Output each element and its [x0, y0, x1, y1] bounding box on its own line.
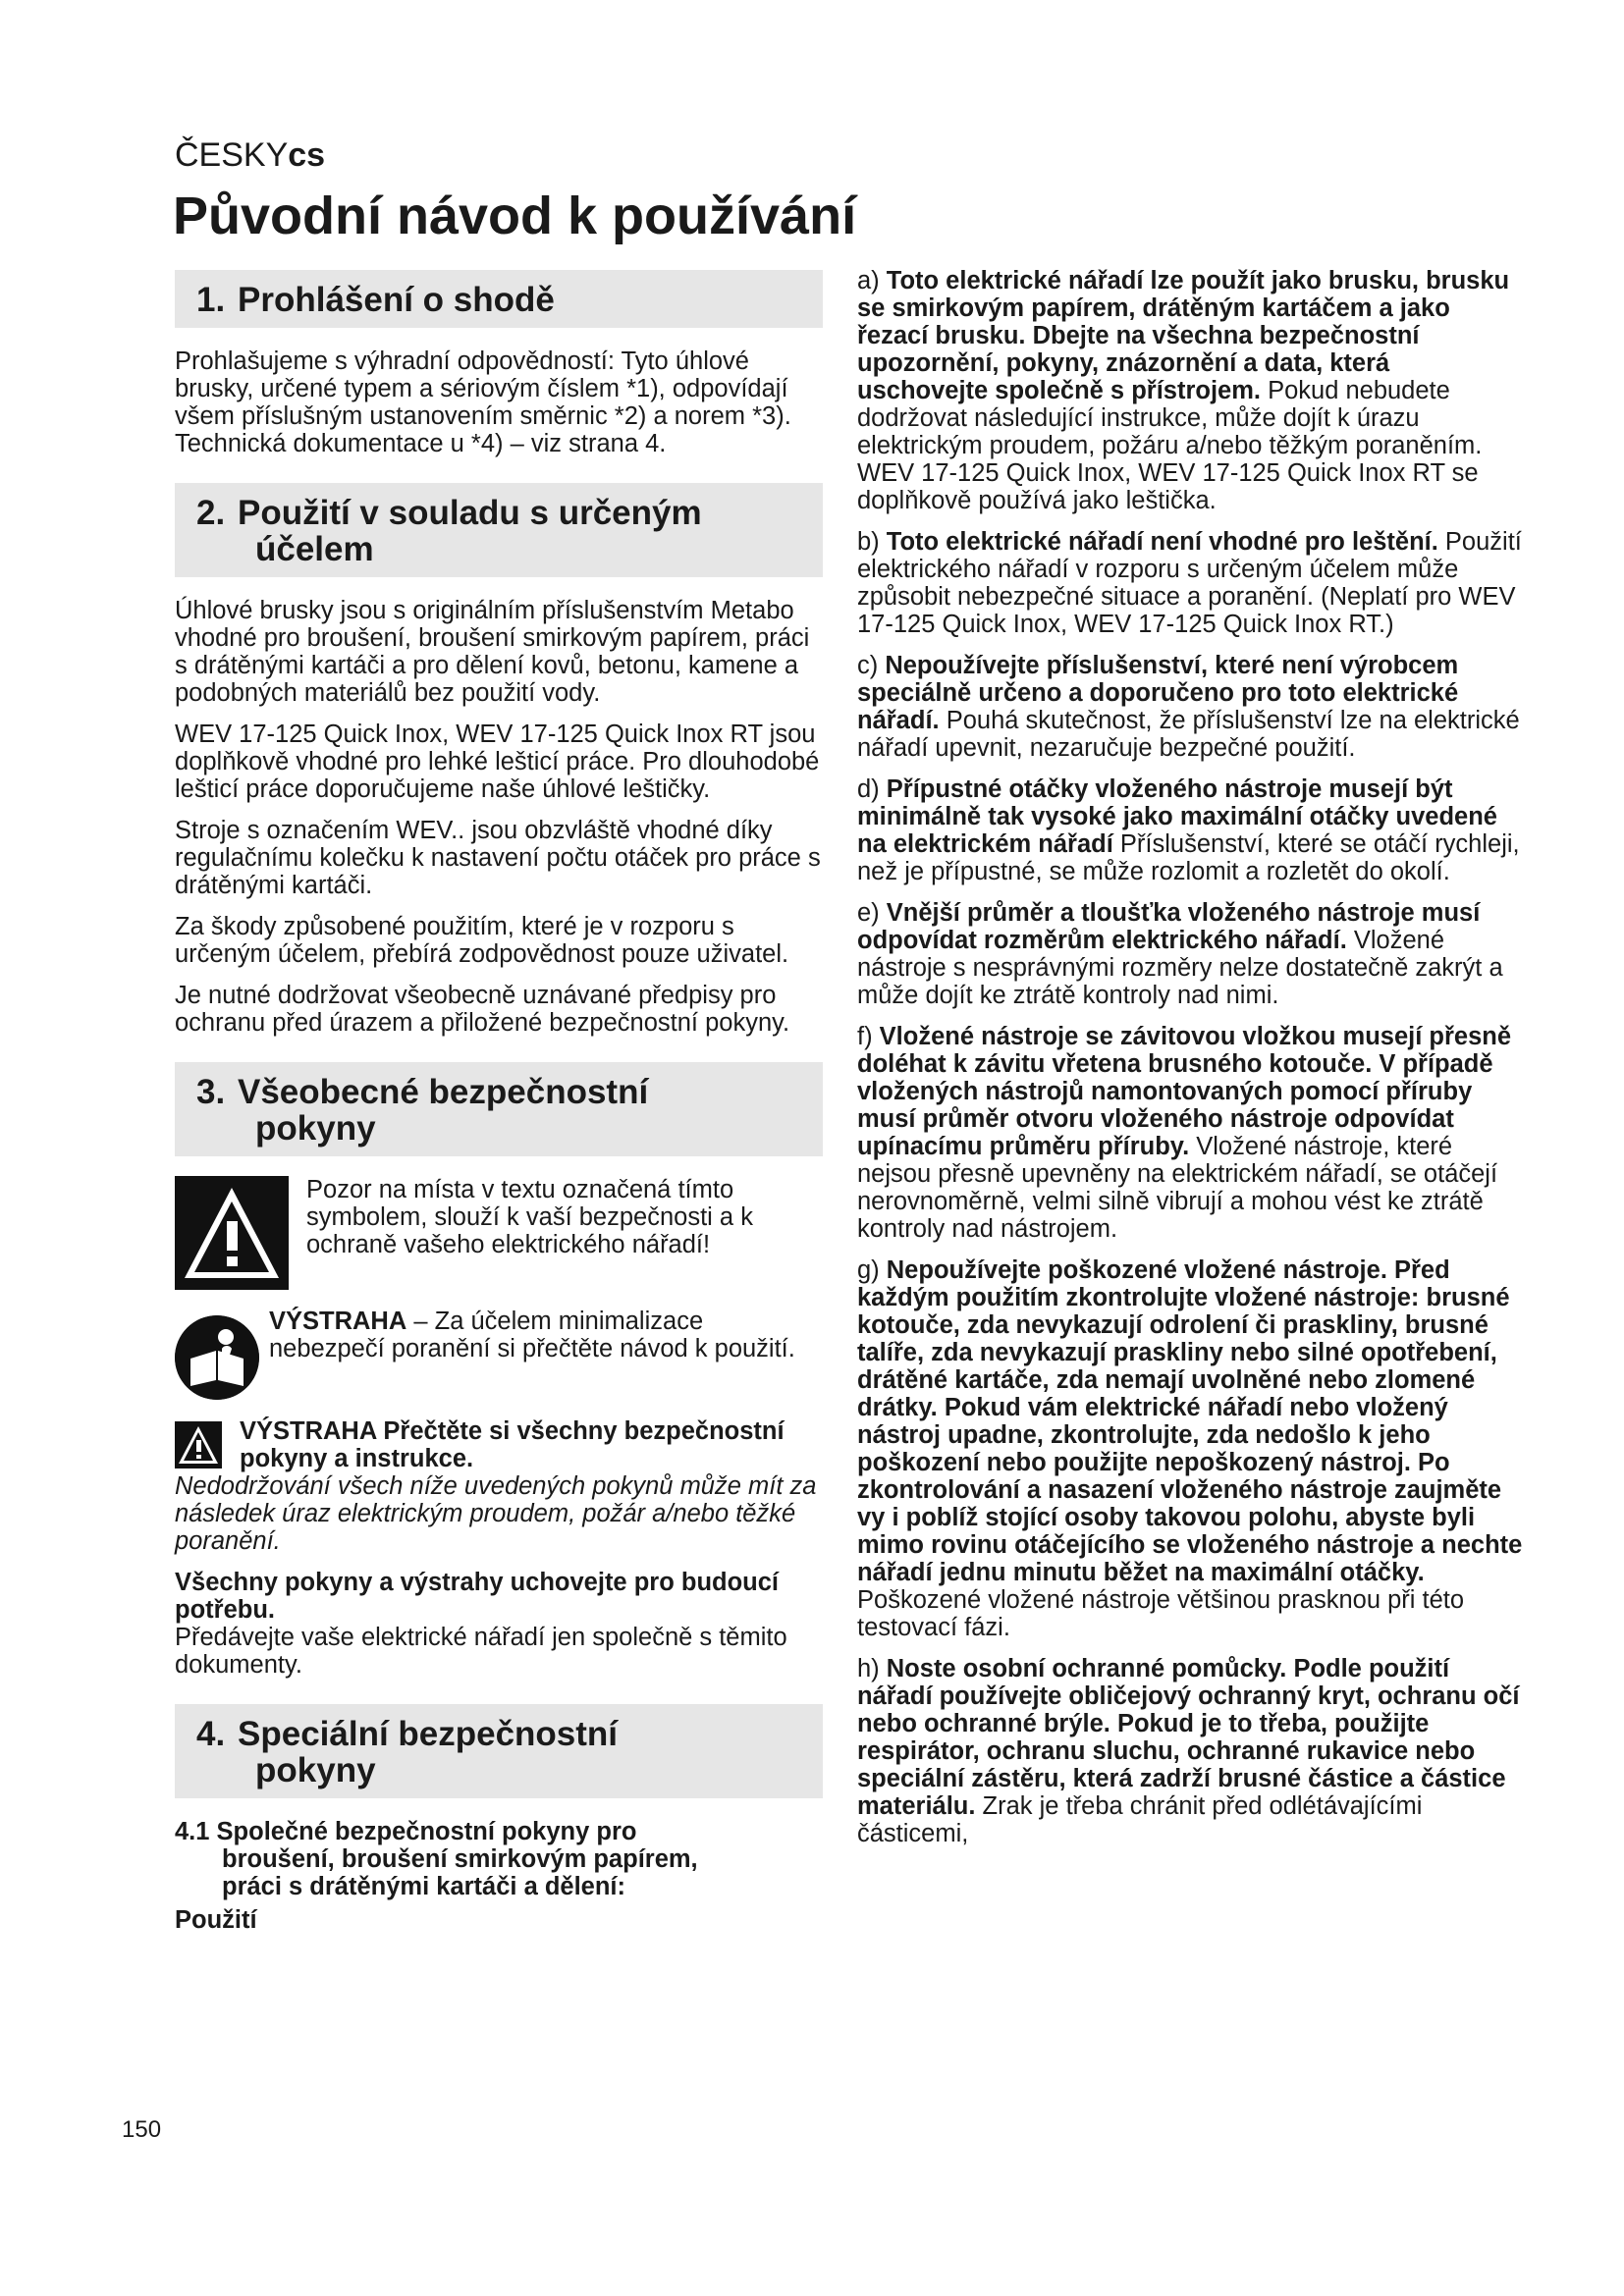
left-column [175, 270, 823, 1948]
section-2-paragraph: Úhlové brusky jsou s originálním příslušenstvím Metabo vhodné pro broušení, broušení smirkovým papírem, práci s drátěnými kartáči a pro dělení kovů, betonu, kamene a podobných materiálů bez použití vody. [175, 597, 810, 707]
subsection-4-1-heading: 4.1 Společné bezpečnostní pokyny pro broušení, broušení smirkovým papírem, práci s drátěnými kartáči a dělení: [175, 1818, 698, 1900]
warning-triangle-icon [175, 1421, 222, 1468]
instruction-item-d: d) Přípustné otáčky vloženého nástroje musejí být minimálně tak vysoké jako maximální otáčky uvedené na elektrickém nářadí Příslušenství, které se otáčí rychleji, než je přípustné, se může rozlomit a rozletět do okolí. [857, 775, 1520, 885]
keep-instructions-heading: Všechny pokyny a výstrahy uchovejte pro budoucí potřebu. [175, 1569, 780, 1624]
language-label [175, 135, 325, 175]
section-1-heading: 1. Prohlášení o shodě [175, 270, 823, 328]
read-manual-block [175, 1308, 823, 1402]
read-all-warning-text: VÝSTRAHA Přečtěte si všechny bezpečnostní pokyny a instrukce. [240, 1417, 785, 1472]
right-column [857, 267, 1527, 1861]
section-2-paragraph: Stroje s označením WEV.. jsou obzvláště vhodné díky regulačnímu kolečku k nastavení počtu otáček pro práce s drátěnými kartáči. [175, 817, 821, 899]
language-code: cs [288, 136, 326, 174]
instruction-item-b: b) Toto elektrické nářadí není vhodné pro leštění. Použití elektrického nářadí v rozporu s určeným účelem může způsobit nebezpečné situace a poranění. (Neplatí pro WEV 17-125 Quick Inox, WEV 17-125 Quick Inox RT.) [857, 528, 1522, 638]
section-2-paragraph: Za škody způsobené použitím, které je v rozporu s určeným účelem, přebírá zodpovědnost pouze uživatel. [175, 913, 789, 968]
section-2-heading: 2. Použití v souladu s určeným účelem [175, 483, 823, 577]
consequence-warning-text: Nedodržování všech níže uvedených pokynů může mít za následek úraz elektrickým proudem, požár a/nebo těžké poranění. [175, 1472, 817, 1555]
read-manual-icon [175, 1315, 259, 1400]
document-title: Původní návod k používání [173, 187, 857, 245]
section-3-heading: 3. Všeobecné bezpečnostní pokyny [175, 1062, 823, 1156]
warning-symbol-block [175, 1176, 823, 1286]
instruction-item-h: h) Noste osobní ochranné pomůcky. Podle použití nářadí používejte obličejový ochranný kryt, ochranu očí nebo ochranné brýle. Pokud je to třeba, použijte respirátor, ochranu sluchu, ochranné rukavice nebo speciální zástěru, která zadrží brusné částice a částice materiálu. Zrak je třeba chránit před odlétávajícími částicemi, [857, 1655, 1520, 1847]
instruction-item-e: e) Vnější průměr a tloušťka vloženého nástroje musí odpovídat rozměrům elektrického nářadí. Vložené nástroje s nesprávnými rozměry nelze dostatečně zakrýt a může dojít ke ztrátě kontroly nad nimi. [857, 899, 1503, 1009]
section-2-paragraph: WEV 17-125 Quick Inox, WEV 17-125 Quick Inox RT jsou doplňkově vhodné pro lehké lešticí práce. Pro dlouhodobé lešticí práce doporučujeme naše úhlové leštičky. [175, 721, 820, 803]
section-1-text: Prohlašujeme s výhradní odpovědností: Tyto úhlové brusky, určené typem a sériovým číslem *1), odpovídají všem příslušným ustanovením směrnic *2) a norem *3). Technická dokumentace u *4) – viz strana 4. [175, 347, 791, 457]
usage-heading: Použití [175, 1906, 257, 1934]
instruction-item-a: a) Toto elektrické nářadí lze použít jako brusku, brusku se smirkovým papírem, drátěným kartáčem a jako řezací brusku. Dbejte na všechna bezpečnostní upozornění, pokyny, znázornění a data, která uschovejte společně s přístrojem. Pokud nebudete dodržovat následující instrukce, může dojít k úrazu elektrickým proudem, požáru a/nebo těžkým poraněním. WEV 17-125 Quick Inox, WEV 17-125 Quick Inox RT se doplňkově používá jako leštička. [857, 267, 1510, 514]
page-number: 150 [122, 2116, 162, 2143]
keep-instructions-text: Předávejte vaše elektrické nářadí jen společně s těmito dokumenty. [175, 1624, 787, 1679]
read-manual-text: VÝSTRAHA – Za účelem minimalizace nebezpečí poranění si přečtěte návod k použití. [269, 1308, 795, 1362]
instruction-item-c: c) Nepoužívejte příslušenství, které není výrobcem speciálně určeno a doporučeno pro toto elektrické nářadí. Pouhá skutečnost, že příslušenství lze na elektrické nářadí upevnit, nezaručuje bezpečné použití. [857, 652, 1520, 762]
warning-triangle-icon [175, 1176, 289, 1290]
warning-symbol-text: Pozor na místa v textu označená tímto symbolem, slouží k vaší bezpečnosti a k ochraně vašeho elektrického nářadí! [306, 1176, 753, 1258]
language-name: ČESKY [175, 136, 289, 174]
section-4-heading: 4. Speciální bezpečnostní pokyny [175, 1704, 823, 1798]
section-2-paragraph: Je nutné dodržovat všeobecně uznávané předpisy pro ochranu před úrazem a přiložené bezpečnostní pokyny. [175, 982, 790, 1037]
instruction-item-f: f) Vložené nástroje se závitovou vložkou musejí přesně doléhat k závitu vřetena brusného kotouče. V případě vložených nástrojů namontovaných pomocí příruby musí průměr otvoru vloženého nástroje odpovídat upínacímu průměru příruby. Vložené nástroje, které nejsou přesně upevněny na elektrickém nářadí, se otáčejí nerovnoměrně, velmi silně vibrují a mohou vést ke ztrátě kontroly nad nástrojem. [857, 1023, 1512, 1243]
instruction-item-g: g) Nepoužívejte poškozené vložené nástroje. Před každým použitím zkontrolujte vložené nástroje: brusné kotouče, zda nevykazují odrolení či praskliny, brusné talíře, zda nevykazují praskliny nebo silné opotřebení, drátěné kartáče, zda nemají uvolněné nebo zlomené drátky. Pokud vám elektrické nářadí nebo vložený nástroj upadne, zkontrolujte, zda nedošlo k jeho poškození nebo použijte nepoškozený nástroj. Po zkontrolování a nasazení vloženého nástroje zaujměte vy i poblíž stojící osoby takovou polohu, abyste byli mimo rovinu otáčejícího se vloženého nástroje a nechte nářadí jednu minutu běžet na maximální otáčky. Poškozené vložené nástroje většinou prasknou při této testovací fázi. [857, 1256, 1523, 1641]
read-all-warning [175, 1417, 823, 1472]
